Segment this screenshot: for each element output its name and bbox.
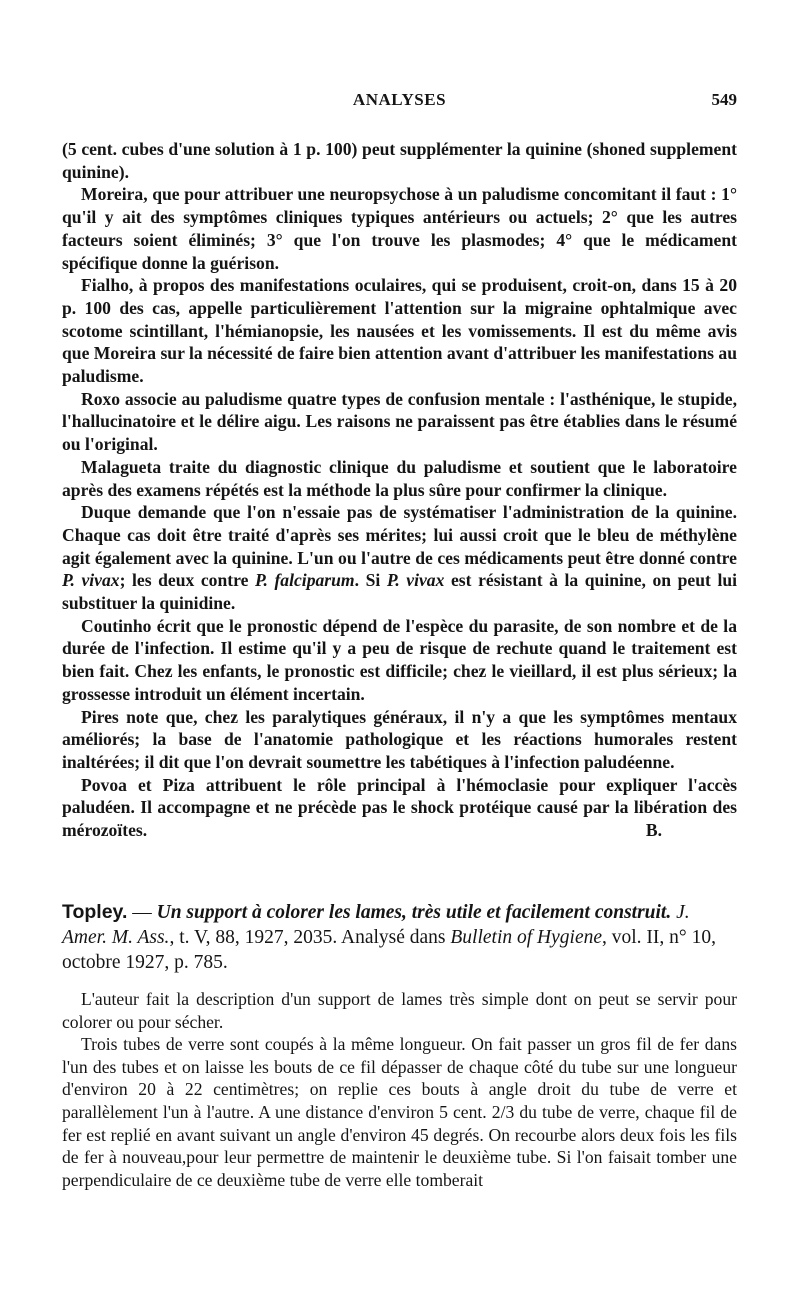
paragraph-povoa bbox=[62, 774, 737, 842]
article-reference-heading bbox=[62, 900, 737, 975]
paragraph-roxo: Roxo associe au paludisme quatre types de confusion mentale : l'asthénique, le stupide, l'hallucinatoire et le délire aigu. Les raisons ne paraissent pas être établies dans le résumé ou l'original. bbox=[62, 388, 737, 455]
topley-text-block bbox=[62, 988, 737, 1191]
text-run: . Si bbox=[354, 570, 381, 591]
page-header bbox=[62, 90, 737, 116]
journal-name: J. Amer. M. Ass. bbox=[62, 902, 690, 948]
author-name: Topley. bbox=[62, 901, 128, 923]
paragraph-line: supplement quinine). bbox=[62, 139, 737, 182]
paragraph-description: L'auteur fait la description d'un support de lames très simple dont on peut se servir pour colorer ou pour sécher. bbox=[62, 989, 737, 1032]
paragraph-pires: Pires note que, chez les paralytiques généraux, il n'y a que les symptômes mentaux améliorés; la base de l'anatomie pathologique et les réactions humorales restent inaltérées; il dit que l'on devrait soumettre les tabétiques à l'infection paludéenne. bbox=[62, 706, 737, 772]
bulletin-name: Bulletin of Hygiene bbox=[450, 927, 603, 948]
paragraph-duque bbox=[62, 501, 737, 615]
analysis-text-block bbox=[62, 138, 737, 842]
reviewer-signature: B. bbox=[645, 820, 662, 841]
page-number: 549 bbox=[711, 90, 737, 109]
text-run: est résistant à la quinine, on peut lui substituer la quinidine. bbox=[62, 570, 738, 614]
paragraph-coutinho: Coutinho écrit que le pronostic dépend de l'espèce du parasite, de son nombre et de la durée de l'infection. Il estime qu'il y a peu de risque de rechute quand le traitement est bien fait. Chez les enfants, le pronostic est difficile; chez le vieillard, il est plus sérieux; la grossesse introduit un élément incertain. bbox=[62, 615, 737, 704]
paragraph-line: (5 cent. cubes d'une solution à 1 p. 100) peut supplémenter la quinine (shoned bbox=[62, 139, 646, 159]
paragraph-malagueta: Malagueta traite du diagnostic clinique du paludisme et soutient que le laboratoire après des examens répétés est la méthode la plus sûre pour confirmer la clinique. bbox=[62, 456, 737, 500]
text-run: ; les deux contre bbox=[119, 570, 249, 591]
paragraph-moreira: Moreira, que pour attribuer une neuropsychose à un paludisme concomitant il faut : 1° qu'il y ait des symptômes cliniques typiques antérieurs ou actuels; 2° que les autres facteurs soient éliminés; 3° que l'on trouve les plasmodes; 4° que le médicament spécifique donne la guérison. bbox=[62, 184, 737, 273]
text-run: Povoa et Piza attribuent le rôle principal à l'hémoclasie pour expliquer l'accès paludéen. Il accompagne et ne précède pas le shock protéique causé par la libération des mérozoïtes. bbox=[62, 774, 737, 841]
paragraph-construction: Trois tubes de verre sont coupés à la même longueur. On fait passer un gros fil de fer dans l'un des tubes et on laisse les bouts de ce fil dépasser de chaque côté du tube sur une longueur d'environ 20 à 22 centimètres; on replie ces bouts à angle droit du tube de verre et parallèlement l'un à l'autre. A une distance d'environ 5 cent. 2/3 du tube de verre, chaque fil de fer est replié en avant suivant un angle d'environ 45 degrés. On recourbe alors deux fois les fils de fer à nouveau,pour leur permettre de maintenir le deuxième tube. Si l'on faisait tomber une perpendiculaire de ce deuxième tube de verre elle tomberait bbox=[62, 1034, 737, 1190]
text-run: Duque demande que l'on n'essaie pas de systématiser l'administration de la quinine. Chaque cas doit être traité d'après ses mérites; lui aussi croit que le bleu de méthylène agit également avec la quinine. L'un ou l'autre de ces médicaments peut être donné contre bbox=[62, 502, 737, 568]
reference-line bbox=[62, 900, 737, 975]
reference-details: , vol. II, n° 10, octobre 1927, p. 785. bbox=[62, 927, 716, 973]
article-title: Un support à colorer les lames, très utile et facilement construit. bbox=[156, 902, 672, 923]
reference-details: , t. V, 88, 1927, 2035. Analysé dans bbox=[169, 927, 446, 948]
species-name: P. vivax bbox=[62, 570, 120, 591]
dash: — bbox=[127, 902, 157, 923]
paragraph-fialho: Fialho, à propos des manifestations oculaires, qui se produisent, croit-on, dans 15 à 20 p. 100 des cas, appelle particulièrement l'attention sur la migraine ophtalmique avec scotome scintillant, l'hémianopsie, les nausées et les vomissements. Il est du même avis que Moreira sur la nécessité de faire bien attention avant d'attribuer les manifestations au paludisme. bbox=[62, 275, 737, 387]
species-name: P. vivax bbox=[386, 570, 445, 591]
running-title: ANALYSES bbox=[352, 90, 447, 109]
species-name: P. falciparum bbox=[255, 570, 355, 591]
paragraph-quinine-dose bbox=[62, 138, 737, 183]
